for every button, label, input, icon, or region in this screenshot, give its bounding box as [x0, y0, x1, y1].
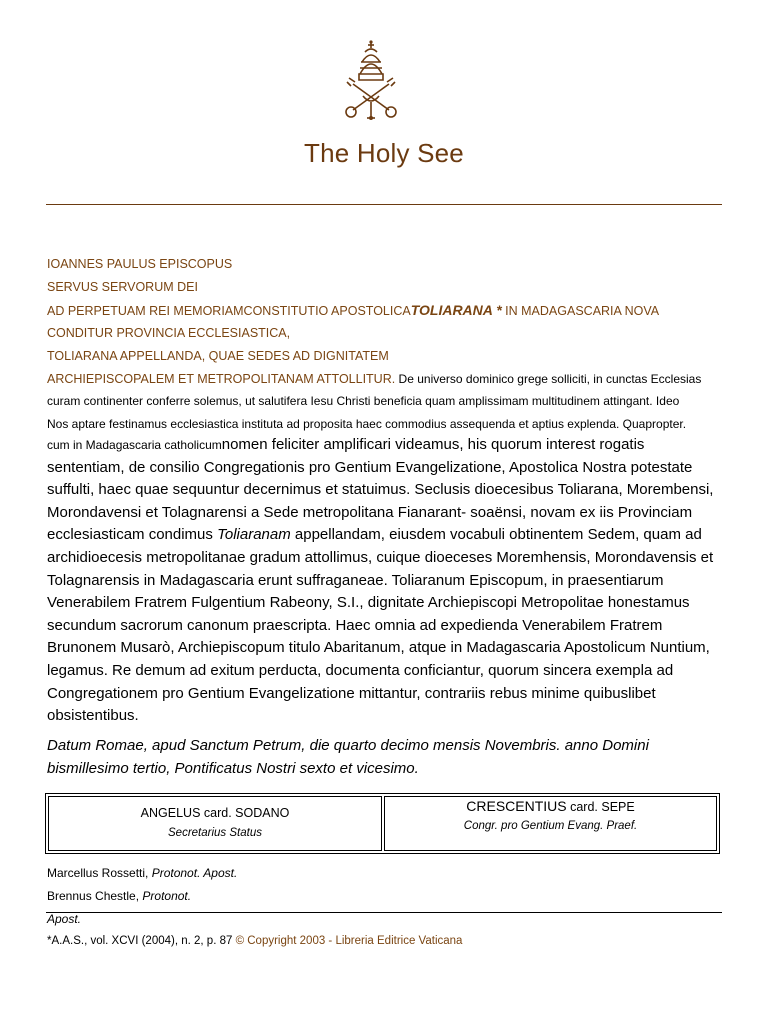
signatory-title-left: Secretarius Status	[168, 827, 262, 839]
notary-first-name: Marcellus Rossetti,	[47, 866, 152, 880]
heading-line-5: TOLIARANA APPELLANDA, QUAE SEDES AD DIGNITATEM	[47, 349, 389, 363]
heading-line-6: ARCHIEPISCOPALEM ET METROPOLITANAM ATTOLLITUR.	[47, 372, 396, 386]
body-small-line-4: cum in Madagascaria catholicum	[47, 438, 222, 452]
heading-line-4: CONDITUR PROVINCIA ECCLESIASTICA,	[47, 326, 291, 340]
notary-second-title-cont: Apost.	[47, 912, 82, 926]
signatory-name-right-suffix: card. SEPE	[566, 800, 635, 814]
heading-prefix: AD PERPETUAM REI MEMORIAMCONSTITUTIO APOSTOLICA	[47, 304, 411, 318]
footer-divider	[46, 912, 722, 913]
heading-line-3	[47, 302, 659, 319]
body-small-line-3: Nos aptare festinamus ecclesiastica instituta ad proposita haec commodius assequenda et aptius explenda. Quapropter.	[47, 417, 687, 431]
signature-cell-left	[48, 796, 382, 851]
signature-cell-right	[384, 796, 717, 851]
body-main-1: nomen feliciter amplificari videamus, his quorum interest rogatis sententiam, de consilio Congregationis pro Gentium Evangelizatione, Apostolica Nostra potestate suffulti, haec quae sequuntur decernimus et statuimus. Seclusis dioecesibus Toliarana, Morembensi, Morondavensi et Tolagnarensi a Sede metropolitana Fianarant- soaënsi, novam ex iis Provinciam ecclesiasticam condimus	[47, 436, 714, 544]
body-small-line-2: curam continenter conferre solemus, ut salutifera Iesu Christi beneficia quam amplissimam multitudinem attingant. Ideo	[47, 394, 680, 408]
datum-line: Datum Romae, apud Sanctum Petrum, die quarto decimo mensis Novembris. anno Domini bismillesimo tertio, Pontificatus Nostri sexto et vicesimo.	[47, 737, 649, 777]
heading-suffix: IN MADAGASCARIA NOVA	[501, 304, 660, 318]
body-small-line-1	[47, 368, 727, 391]
header-divider	[46, 204, 722, 205]
signature-table	[45, 793, 720, 854]
body-main-2: appellandam, eiusdem vocabuli obtinentem Sedem, quam ad archidioecesis metropolitanae gradum attollimus, cuique dioeceses Moremhensis, Morondavensis et Tolagnarensis in Madagascaria erunt suffraganeae. Toliaranum Episcopum, in praesentiarum Venerabilem Fratrem Fulgentium Rabeony, S.I., dignitate Archiepiscopi Metropolitae honestamus secundum sacrorum canonum praescripta. Haec omnia ad expedienda Venerabilem Fratrem Brunonem Musarò, Archiepiscopum titulo Abaritanum, atque in Madagascaria Apostolicum Nuntium, legamus. Re demum ad exitum perducta, documenta conficiantur, quorum sincera exempla ad Congregationem pro Gentium Evangelizatione mittantur, contrariis rebus minime quibuslibet obsistentibus.	[47, 526, 714, 725]
signatory-name-left: ANGELUS card. SODANO	[140, 806, 290, 820]
body-paragraph	[47, 434, 723, 728]
body-small-text-1: De universo dominico grege solliciti, in cunctas Ecclesias	[395, 372, 702, 386]
signatory-title-right: Congr. pro Gentium Evang. Praef.	[463, 820, 638, 832]
notary-first	[47, 866, 237, 880]
signatory-name-right-main: CRESCENTIUS	[466, 798, 567, 814]
notary-second	[47, 889, 191, 903]
footnote-reference: *A.A.S., vol. XCVI (2004), n. 2, p. 87	[47, 935, 236, 947]
signatory-name-right	[385, 798, 716, 814]
papal-crest-icon	[343, 40, 399, 122]
heading-line-2: SERVUS SERVORUM DEI	[47, 280, 198, 294]
notary-second-name: Brennus Chestle,	[47, 889, 143, 903]
notary-first-title: Protonot. Apost.	[151, 866, 238, 880]
notary-second-title: Protonot.	[142, 889, 192, 903]
copyright-link[interactable]: © Copyright 2003 - Libreria Editrice Vaticana	[235, 935, 463, 947]
site-title: The Holy See	[304, 138, 464, 168]
heading-line-1: IOANNES PAULUS EPISCOPUS	[47, 257, 233, 271]
constitution-title: TOLIARANA *	[410, 302, 502, 318]
body-italic-name: Toliaranam	[217, 526, 291, 544]
footnote	[47, 935, 462, 947]
